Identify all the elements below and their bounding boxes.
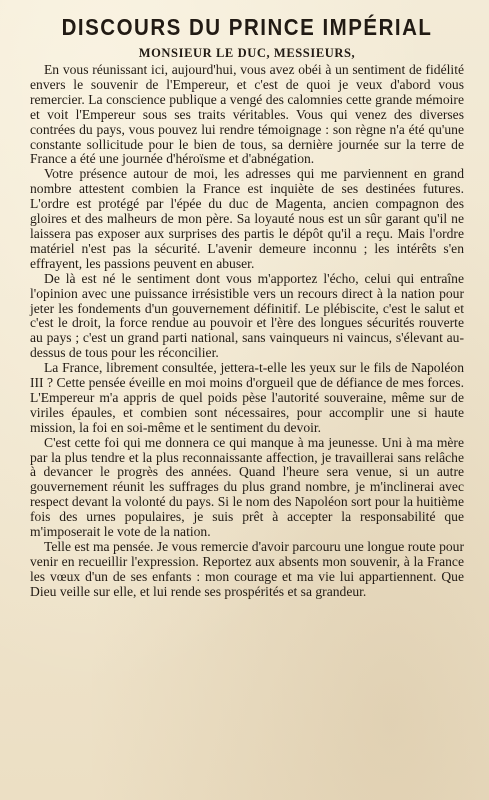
document-title: DISCOURS DU PRINCE IMPÉRIAL — [61, 14, 433, 41]
paragraph-6: Telle est ma pensée. Je vous remercie d'avoir parcouru une longue route pour venir en recueillir l'expression. Reportez aux absents mon souvenir, à la France les vœux d'un de ses enfants : mon courage et ma vie lui appartiennent. Que Dieu veille sur elle, et lui rende ses prospérités et sa grandeur. — [30, 539, 464, 599]
paragraph-4: La France, librement consultée, jettera-t-elle les yeux sur le fils de Napoléon III ? Cette pensée éveille en moi moins d'orgueil que de défiance de mes forces. L'Empereur m'a appris de quel poids pèse l'autorité souveraine, même sur de viriles épaules, et combien sont nécessaires, pour accomplir une si haute mission, la foi en soi-même et le sentiment du devoir. — [30, 360, 464, 435]
paragraph-3: De là est né le sentiment dont vous m'apportez l'écho, celui qui entraîne l'opinion avec une puissance irrésistible vers un recours direct à la nation pour jeter les fondements d'un gouvernement définitif. Le plébiscite, c'est le salut et c'est le droit, la force rendue au pouvoir et l'ère des longues sécurités rouverte au pays ; c'est un grand parti national, sans vainqueurs ni vaincus, s'élevant au-dessus de tous pour les réconcilier. — [30, 270, 464, 361]
salutation: MONSIEUR LE DUC, MESSIEURS, — [138, 46, 356, 60]
paragraph-5: C'est cette foi qui me donnera ce qui manque à ma jeunesse. Uni à ma mère par la plus tendre et la plus reconnaissante affection, je travaillerai sans relâche à devancer le progrès des années. Quand l'heure sera venue, si un autre gouvernement réunit les suffrages du plus grand nombre, je m'inclinerai avec respect devant la volonté du pays. Si le nom des Napoléon sort pour la huitième fois des urnes populaires, je suis prêt à accepter la responsabilité que m'imposerait le vote de la nation. — [30, 434, 464, 540]
paragraph-1: En vous réunissant ici, aujourd'hui, vous avez obéi à un sentiment de fidélité envers le souvenir de l'Empereur, et c'est de quoi je veux d'abord vous remercier. La conscience publique a vengé des calomnies cette grande mémoire et voit l'Empereur sous ses traits véritables. Vous qui venez des diverses contrées du pays, vous pouvez lui rendre témoignage : son règne n'a été qu'une constante sollicitude pour le bien de tous, sa dernière journée sur la terre de France a été une journée d'héroïsme et d'abnégation. — [30, 62, 464, 167]
paragraph-2: Votre présence autour de moi, les adresses qui me parviennent en grand nombre attestent combien la France est inquiète de ses destinées futures. L'ordre est protégé par l'épée du duc de Magenta, ancien compagnon des gloires et des malheurs de mon père. Sa loyauté nous est un sûr garant qu'il ne laissera pas exposer aux surprises des partis le dépôt qu'il a reçu. Mais l'ordre matériel n'est pas la sécurité. L'avenir demeure inconnu ; les intérêts s'en effrayent, les passions peuvent en abuser. — [30, 166, 464, 271]
speech-body — [30, 63, 464, 600]
